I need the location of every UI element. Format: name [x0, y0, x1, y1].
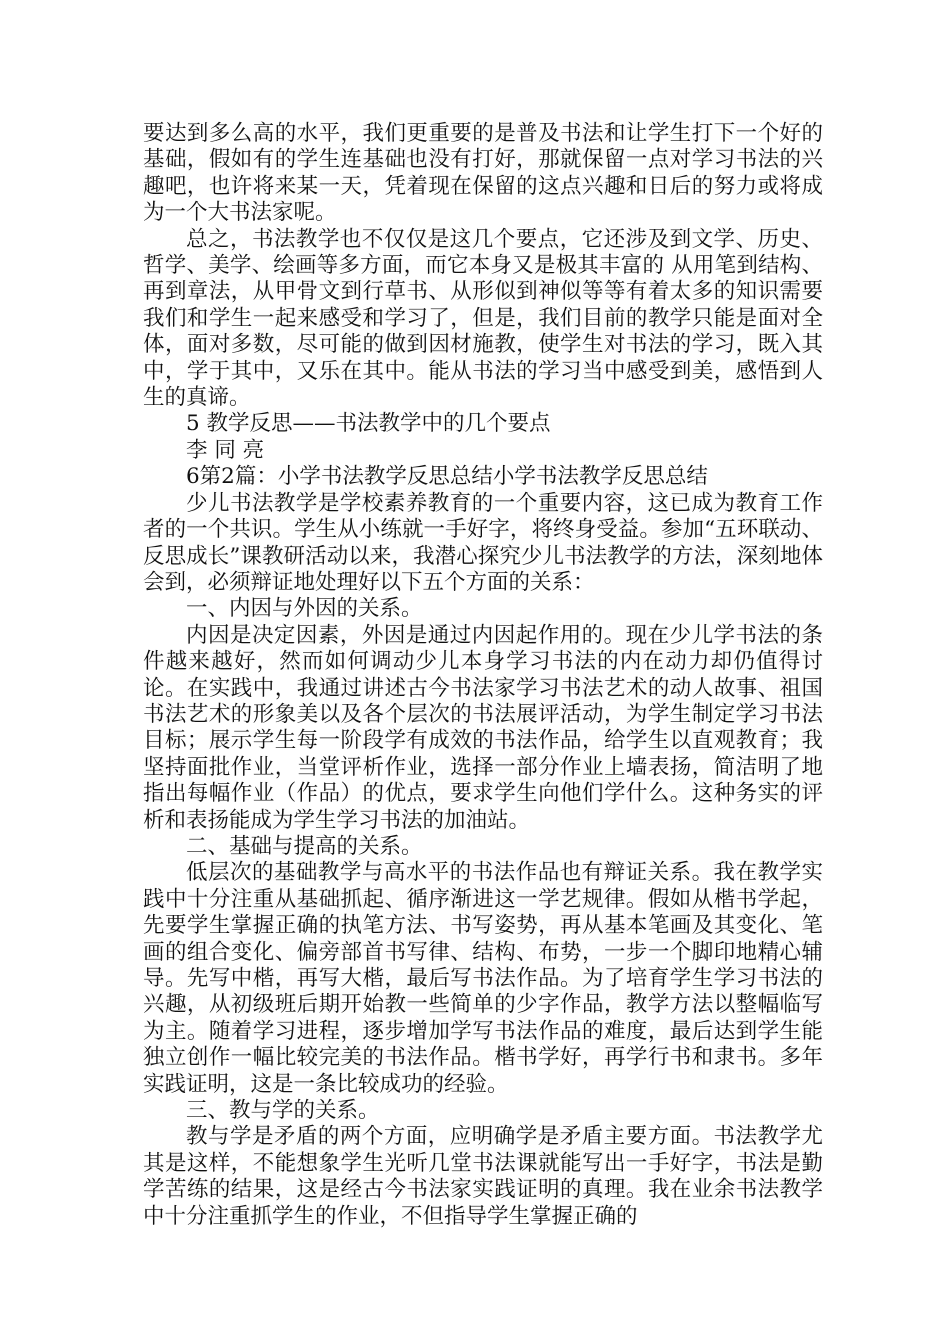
subheading-teaching-learning: 三、教与学的关系。	[186, 1098, 380, 1124]
paragraph-intro-children-calligraphy: 少儿书法教学是学校素养教育的一个重要内容，这已成为教育工作者的一个共识。学生从小练就一手好字，将终身受益。参加“五环联动、反思成长”课教研活动以来，我潜心探究少儿书法教学的方法，深刻地体会到，必须辩证地处理好以下五个方面的关系：	[143, 490, 823, 595]
subheading-internal-external: 一、内因与外因的关系。	[186, 596, 423, 622]
paragraph-teaching-learning: 教与学是矛盾的两个方面，应明确学是矛盾主要方面。书法教学尤其是这样，不能想象学生光听几堂书法课就能写出一手好字，书法是勤学苦练的结果，这是经古今书法家实践证明的真理。我在业余书法教学中十分注重抓学生的作业，不但指导学生掌握正确的	[143, 1124, 823, 1229]
section-heading-6: 6第2篇：小学书法教学反思总结小学书法教学反思总结	[186, 464, 708, 490]
document-body	[143, 121, 823, 1230]
paragraph-intro-continuation: 要达到多么高的水平，我们更重要的是普及书法和让学生打下一个好的基础，假如有的学生连基础也没有打好，那就保留一点对学习书法的兴趣吧，也许将来某一天，凭着现在保留的这点兴趣和日后的努力或将成为一个大书法家呢。	[143, 121, 823, 226]
paragraph-summary: 总之，书法教学也不仅仅是这几个要点，它还涉及到文学、历史、哲学、美学、绘画等多方面，而它本身又是极其丰富的 从用笔到结构、再到章法，从甲骨文到行草书、从形似到神似等等有着太多的知识需要我们和学生一起来感受和学习了，但是，我们目前的教学只能是面对全体，面对多数，尽可能的做到因材施教，使学生对书法的学习，既入其中，学于其中，又乐在其中。能从书法的学习当中感受到美，感悟到人生的真谛。	[143, 226, 823, 411]
author-name: 李 同 亮	[186, 437, 265, 463]
paragraph-internal-external: 内因是决定因素，外因是通过内因起作用的。现在少儿学书法的条件越来越好，然而如何调动少儿本身学习书法的内在动力却仍值得讨论。在实践中，我通过讲述古今书法家学习书法艺术的动人故事、祖国书法艺术的形象美以及各个层次的书法展评活动，为学生制定学习书法目标；展示学生每一阶段学有成效的书法作品，给学生以直观教育；我坚持面批作业，当堂评析作业，选择一部分作业上墙表扬，简洁明了地指出每幅作业（作品）的优点，要求学生向他们学什么。这种务实的评析和表扬能成为学生学习书法的加油站。	[143, 622, 823, 833]
subheading-foundation-improvement: 二、基础与提高的关系。	[186, 833, 423, 859]
section-heading-5: 5 教学反思——书法教学中的几个要点	[186, 411, 551, 437]
paragraph-foundation-improvement: 低层次的基础教学与高水平的书法作品也有辩证关系。我在教学实践中十分注重从基础抓起、循序渐进这一学艺规律。假如从楷书学起，先要学生掌握正确的执笔方法、书写姿势，再从基本笔画及其变化、笔画的组合变化、偏旁部首书写律、结构、布势，一步一个脚印地精心辅导。先写中楷，再写大楷，最后写书法作品。为了培育学生学习书法的兴趣，从初级班后期开始教一些简单的少字作品，教学方法以整幅临写为主。随着学习进程，逐步增加学写书法作品的难度，最后达到学生能独立创作一幅比较完美的书法作品。楷书学好，再学行书和隶书。多年实践证明，这是一条比较成功的经验。	[143, 860, 823, 1097]
